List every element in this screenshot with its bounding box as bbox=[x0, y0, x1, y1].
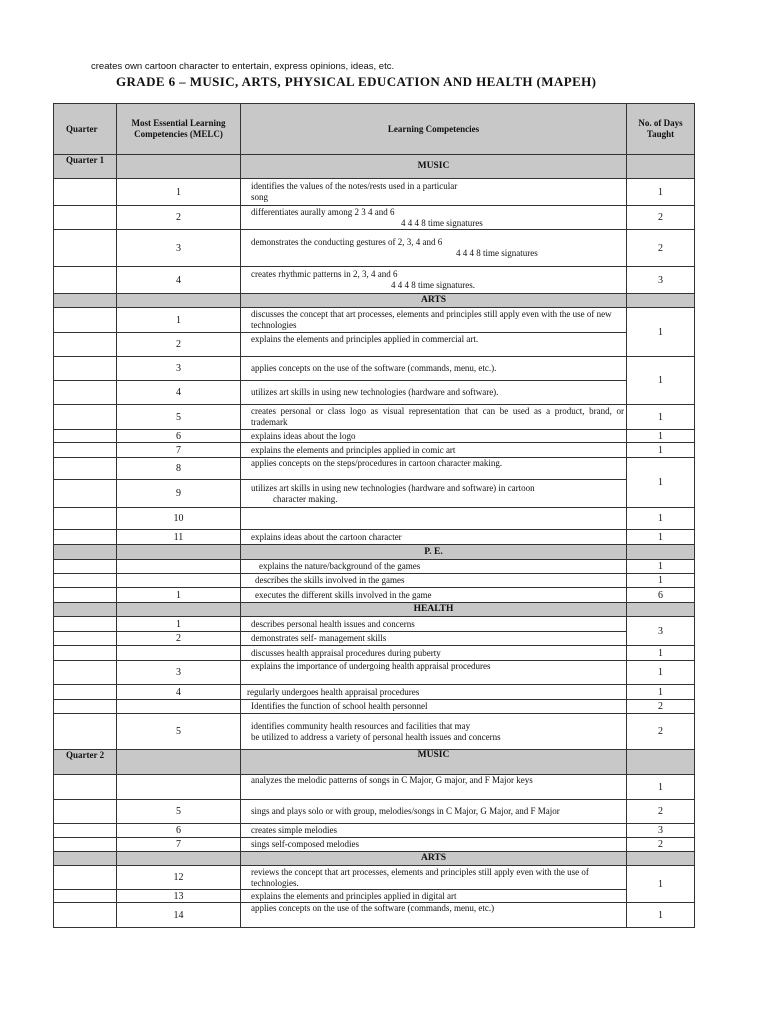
table-row bbox=[54, 775, 695, 800]
melc-number: 5 bbox=[117, 405, 241, 430]
days-cell: 1 bbox=[627, 430, 695, 443]
table-row bbox=[54, 617, 695, 632]
table-row bbox=[54, 560, 695, 574]
header-days: No. of Days Taught bbox=[627, 104, 695, 155]
days-cell: 1 bbox=[627, 179, 695, 206]
melc-number: 7 bbox=[117, 443, 241, 458]
days-cell: 1 bbox=[627, 405, 695, 430]
table-row bbox=[54, 530, 695, 545]
melc-number bbox=[117, 574, 241, 588]
melc-number bbox=[117, 775, 241, 800]
competency-cell: sings and plays solo or with group, melodies/songs in C Major, G Major, and F Major bbox=[241, 800, 627, 824]
section-row-q2-arts bbox=[54, 852, 695, 866]
competency-cell: demonstrates self- management skills bbox=[241, 632, 627, 646]
days-cell: 2 bbox=[627, 206, 695, 230]
days-cell: 3 bbox=[627, 617, 695, 646]
competency-cell: explains ideas about the logo bbox=[241, 430, 627, 443]
melc-number: 6 bbox=[117, 824, 241, 838]
table-row bbox=[54, 230, 695, 267]
quarter-2-label: Quarter 2 bbox=[54, 750, 117, 775]
table-row bbox=[54, 443, 695, 458]
days-cell: 2 bbox=[627, 230, 695, 267]
days-cell: 2 bbox=[627, 838, 695, 852]
table-row bbox=[54, 430, 695, 443]
section-row-q2-music bbox=[54, 750, 695, 775]
section-title-arts: ARTS bbox=[241, 294, 627, 308]
competency-cell: demonstrates the conducting gestures of 2, 3, 4 and 6 4 4 4 8 time signatures bbox=[241, 230, 627, 267]
competency-cell: applies concepts on the use of the software (commands, menu, etc.) bbox=[241, 903, 627, 928]
section-row-q1-health bbox=[54, 603, 695, 617]
table-row bbox=[54, 866, 695, 890]
table-row bbox=[54, 685, 695, 700]
melc-number: 5 bbox=[117, 800, 241, 824]
melc-number: 4 bbox=[117, 381, 241, 405]
overlay-note: creates own cartoon character to entertain, express opinions, ideas, etc. bbox=[91, 61, 395, 72]
melc-number: 2 bbox=[117, 632, 241, 646]
table-row bbox=[54, 267, 695, 294]
melc-number: 1 bbox=[117, 179, 241, 206]
section-title-arts: ARTS bbox=[241, 852, 627, 866]
section-row-q1-pe bbox=[54, 545, 695, 560]
days-cell: 1 bbox=[627, 508, 695, 530]
melc-number: 2 bbox=[117, 206, 241, 230]
competency-cell: applies concepts on the use of the software (commands, menu, etc.). bbox=[241, 357, 627, 381]
days-cell: 1 bbox=[627, 574, 695, 588]
section-row-q1-music bbox=[54, 155, 695, 179]
melc-number: 14 bbox=[117, 903, 241, 928]
melc-number: 2 bbox=[117, 333, 241, 357]
table-row bbox=[54, 700, 695, 714]
days-cell: 3 bbox=[627, 267, 695, 294]
section-title-health: HEALTH bbox=[241, 603, 627, 617]
competency-cell: reviews the concept that art processes, elements and principles still apply even with the use of technologies. bbox=[241, 866, 627, 890]
table-header-row bbox=[54, 104, 695, 155]
competency-cell: identifies community health resources and facilities that may be utilized to address a variety of personal health issues and concerns bbox=[241, 714, 627, 750]
days-cell: 2 bbox=[627, 714, 695, 750]
table-row bbox=[54, 838, 695, 852]
table-row bbox=[54, 458, 695, 480]
melc-number: 3 bbox=[117, 357, 241, 381]
competency-cell: creates rhythmic patterns in 2, 3, 4 and 6 4 4 4 8 time signatures. bbox=[241, 267, 627, 294]
days-cell: 1 bbox=[627, 308, 695, 357]
melc-number: 1 bbox=[117, 308, 241, 333]
quarter-1-label: Quarter 1 bbox=[54, 155, 117, 179]
days-cell: 6 bbox=[627, 588, 695, 603]
melc-number: 1 bbox=[117, 588, 241, 603]
competency-cell: describes the skills involved in the games bbox=[241, 574, 627, 588]
competency-cell: explains the nature/background of the games bbox=[241, 560, 627, 574]
melc-number: 12 bbox=[117, 866, 241, 890]
melc-number bbox=[117, 700, 241, 714]
table-row bbox=[54, 632, 695, 646]
competency-cell: utilizes art skills in using new technologies (hardware and software). bbox=[241, 381, 627, 405]
section-title-music: MUSIC bbox=[241, 750, 627, 775]
table-row bbox=[54, 661, 695, 685]
days-cell: 1 bbox=[627, 866, 695, 903]
table-row bbox=[54, 179, 695, 206]
melc-number: 13 bbox=[117, 890, 241, 903]
melc-number: 9 bbox=[117, 480, 241, 508]
competency-cell: explains the elements and principles applied in commercial art. bbox=[241, 333, 627, 357]
melc-number: 8 bbox=[117, 458, 241, 480]
competency-cell: explains the importance of undergoing health appraisal procedures bbox=[241, 661, 627, 685]
table-row bbox=[54, 588, 695, 603]
competency-cell: utilizes art skills in using new technologies (hardware and software) in cartoon character making. bbox=[241, 480, 627, 508]
header-learning-competencies: Learning Competencies bbox=[241, 104, 627, 155]
competency-cell: differentiates aurally among 2 3 4 and 6 4 4 4 8 time signatures bbox=[241, 206, 627, 230]
page-title: GRADE 6 – MUSIC, ARTS, PHYSICAL EDUCATION AND HEALTH (MAPEH) bbox=[116, 74, 597, 89]
competency-cell: executes the different skills involved in the game bbox=[241, 588, 627, 603]
table-row bbox=[54, 714, 695, 750]
days-cell: 1 bbox=[627, 530, 695, 545]
melc-number: 4 bbox=[117, 685, 241, 700]
competency-cell: discusses health appraisal procedures during puberty bbox=[241, 646, 627, 661]
competency-cell: explains ideas about the cartoon character bbox=[241, 530, 627, 545]
melc-number: 3 bbox=[117, 230, 241, 267]
competency-cell: creates personal or class logo as visual representation that can be used as a product, brand, or trademark bbox=[241, 405, 627, 430]
table-row bbox=[54, 381, 695, 405]
table-row bbox=[54, 574, 695, 588]
table-row bbox=[54, 903, 695, 928]
table-row bbox=[54, 480, 695, 508]
melc-number bbox=[117, 646, 241, 661]
competency-cell: regularly undergoes health appraisal procedures bbox=[241, 685, 627, 700]
table-row bbox=[54, 405, 695, 430]
competency-cell: applies concepts on the steps/procedures in cartoon character making. bbox=[241, 458, 627, 480]
days-cell: 1 bbox=[627, 775, 695, 800]
table-row bbox=[54, 206, 695, 230]
table-row bbox=[54, 824, 695, 838]
melc-table bbox=[53, 103, 695, 928]
section-title-music: MUSIC bbox=[241, 155, 627, 179]
days-cell: 2 bbox=[627, 800, 695, 824]
section-row-q1-arts bbox=[54, 294, 695, 308]
melc-number: 4 bbox=[117, 267, 241, 294]
melc-number: 6 bbox=[117, 430, 241, 443]
competency-cell bbox=[241, 508, 627, 530]
competency-cell: describes personal health issues and concerns bbox=[241, 617, 627, 632]
days-cell: 1 bbox=[627, 661, 695, 685]
days-cell: 1 bbox=[627, 646, 695, 661]
table-row bbox=[54, 508, 695, 530]
competency-cell: analyzes the melodic patterns of songs in C Major, G major, and F Major keys bbox=[241, 775, 627, 800]
days-cell: 2 bbox=[627, 700, 695, 714]
competency-cell: Identifies the function of school health personnel bbox=[241, 700, 627, 714]
days-cell: 1 bbox=[627, 443, 695, 458]
melc-number bbox=[117, 560, 241, 574]
competency-cell: identifies the values of the notes/rests used in a particular song bbox=[241, 179, 627, 206]
days-cell: 3 bbox=[627, 824, 695, 838]
header-quarter: Quarter bbox=[54, 104, 117, 155]
competency-cell: discusses the concept that art processes, elements and principles still apply even with the use of new technologies bbox=[241, 308, 627, 333]
days-cell: 1 bbox=[627, 357, 695, 405]
competency-cell: sings self-composed melodies bbox=[241, 838, 627, 852]
competency-cell: creates simple melodies bbox=[241, 824, 627, 838]
melc-number: 10 bbox=[117, 508, 241, 530]
days-cell: 1 bbox=[627, 903, 695, 928]
table-row bbox=[54, 308, 695, 333]
table-row bbox=[54, 646, 695, 661]
melc-number: 11 bbox=[117, 530, 241, 545]
section-title-pe: P. E. bbox=[241, 545, 627, 560]
melc-number: 5 bbox=[117, 714, 241, 750]
table-row bbox=[54, 333, 695, 357]
days-cell: 1 bbox=[627, 685, 695, 700]
days-cell: 1 bbox=[627, 458, 695, 508]
competency-cell: explains the elements and principles applied in comic art bbox=[241, 443, 627, 458]
competency-cell: explains the elements and principles applied in digital art bbox=[241, 890, 627, 903]
melc-number: 7 bbox=[117, 838, 241, 852]
melc-number: 1 bbox=[117, 617, 241, 632]
days-cell: 1 bbox=[627, 560, 695, 574]
header-melc: Most Essential Learning Competencies (MELC) bbox=[117, 104, 241, 155]
table-row bbox=[54, 800, 695, 824]
table-row bbox=[54, 890, 695, 903]
melc-number: 3 bbox=[117, 661, 241, 685]
table-row bbox=[54, 357, 695, 381]
